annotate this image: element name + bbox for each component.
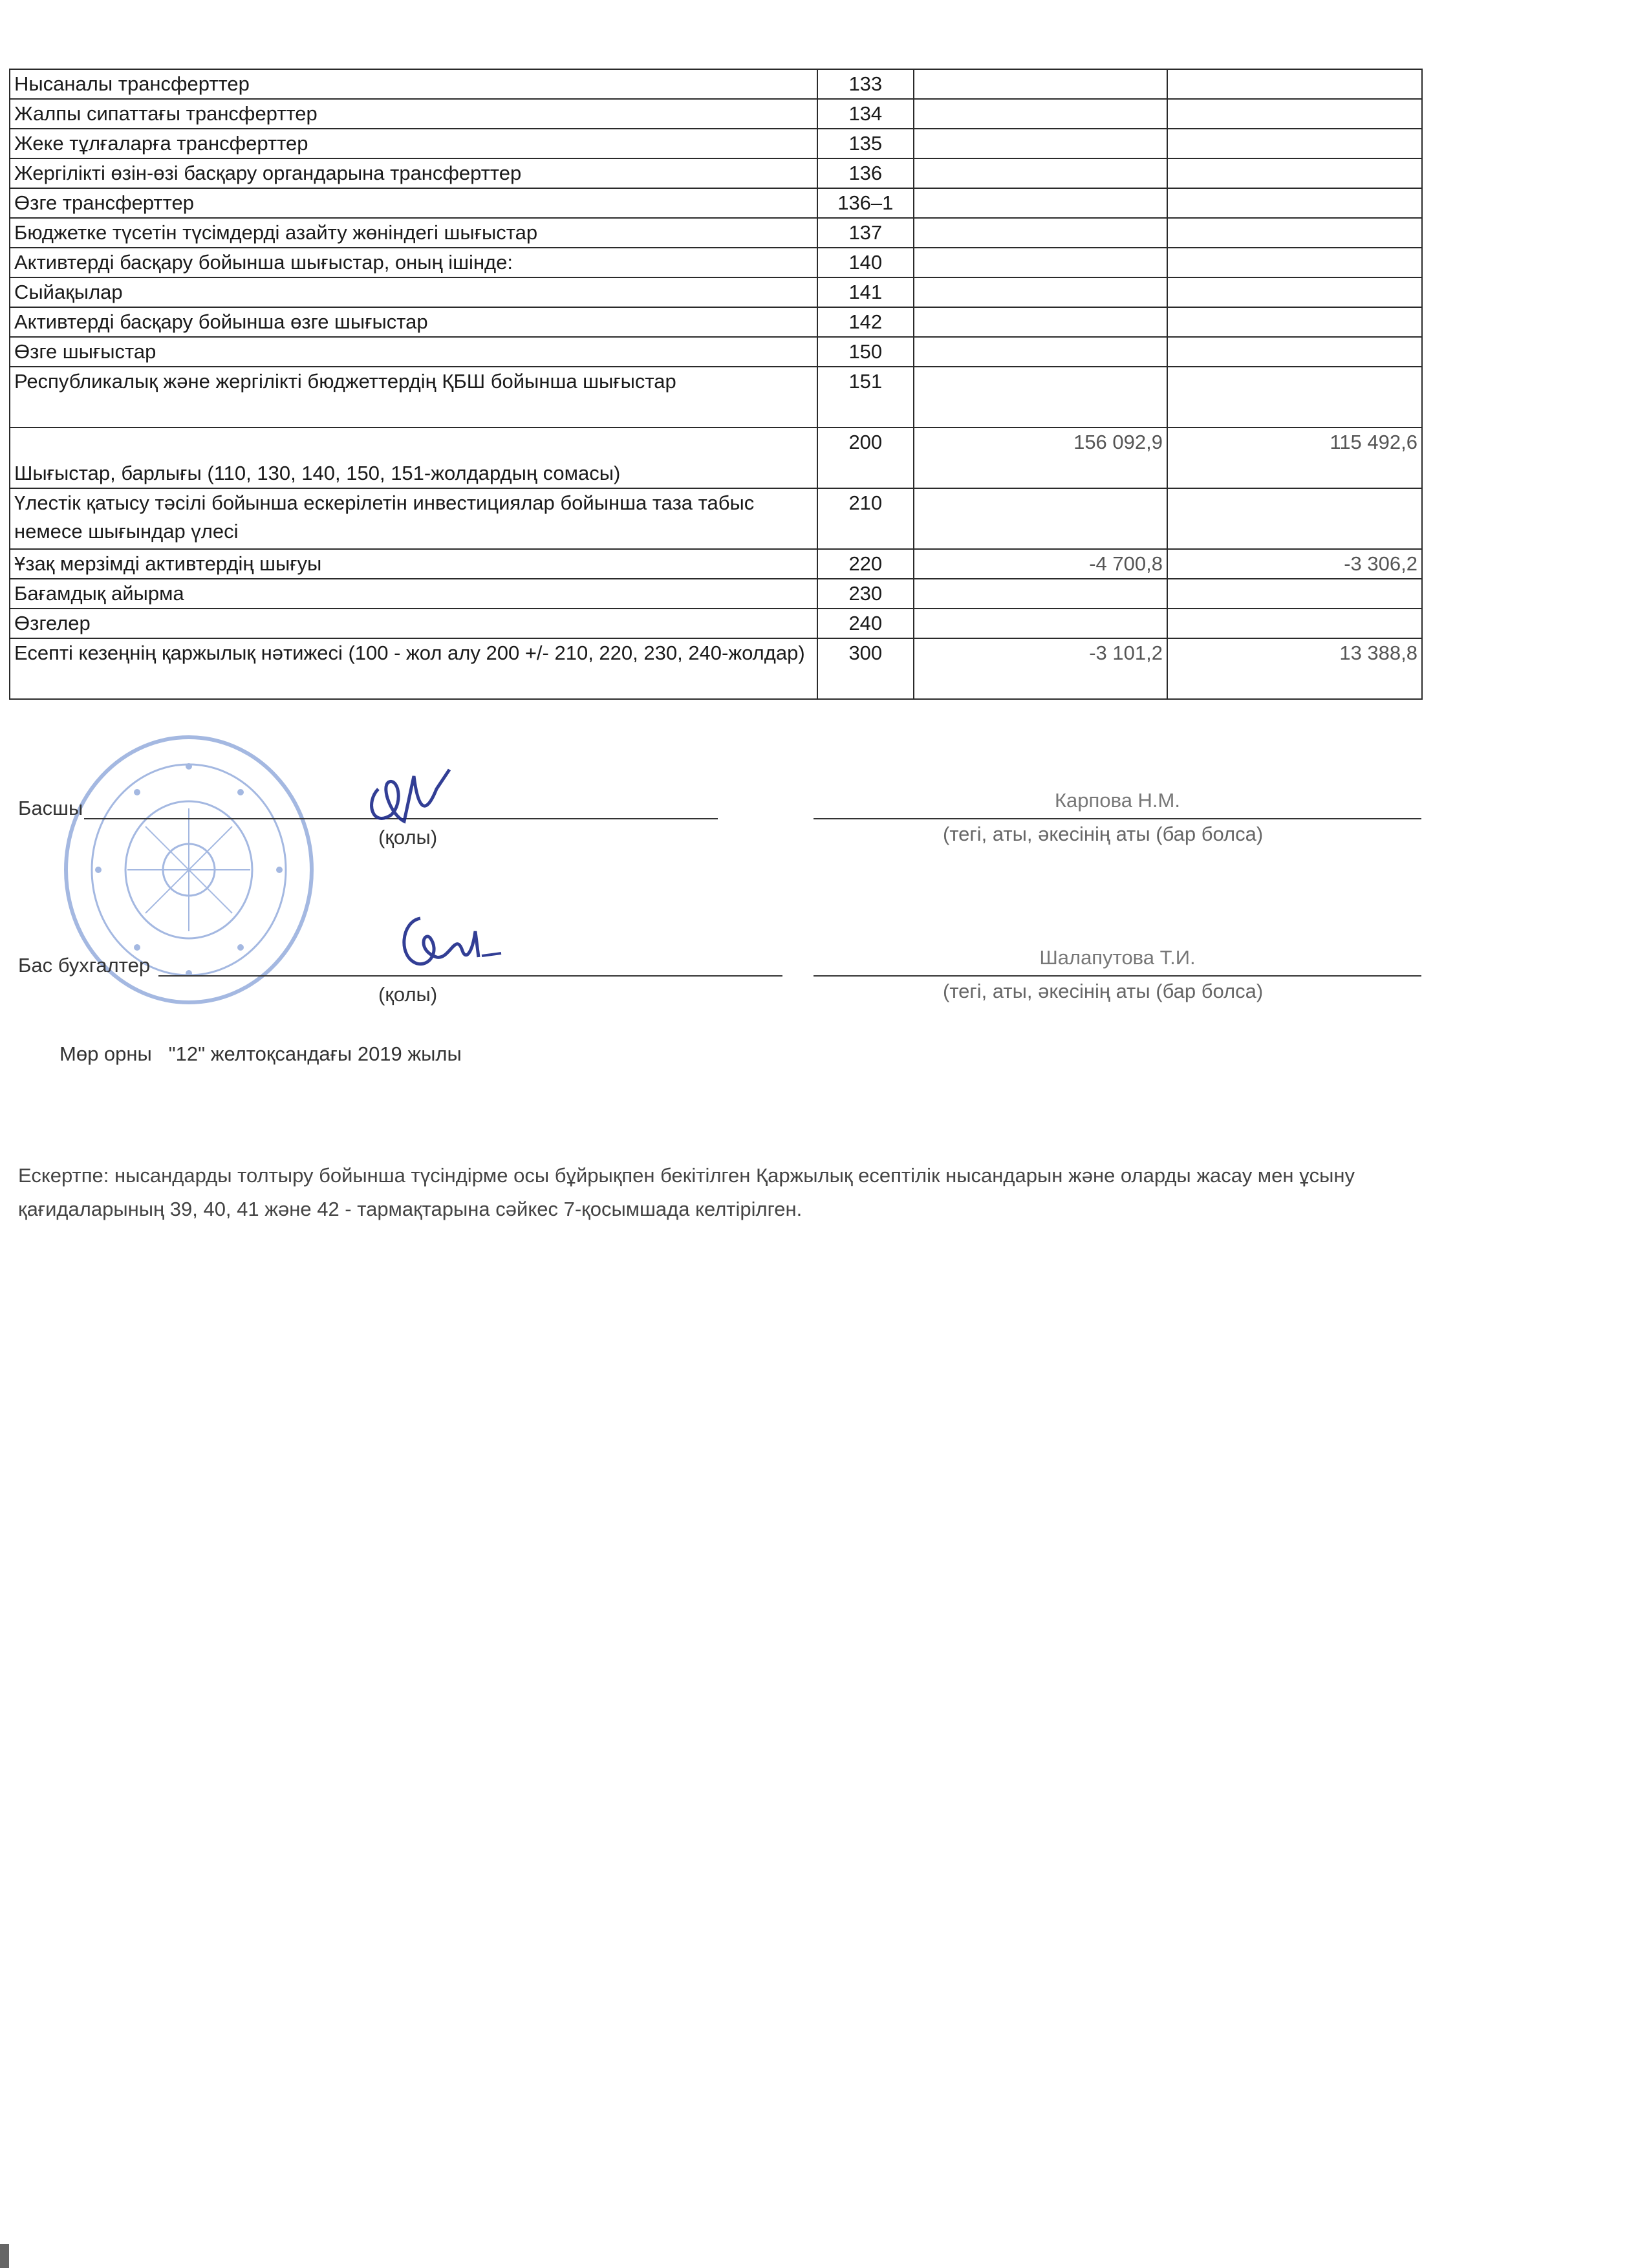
row-name: Бағамдық айырма xyxy=(10,579,817,609)
row-name: Жеке тұлғаларға трансферттер xyxy=(10,129,817,158)
row-code: 220 xyxy=(817,549,914,579)
row-previous-value xyxy=(1167,158,1422,188)
row-current-value xyxy=(914,69,1167,99)
table-row xyxy=(10,367,1422,427)
table-row xyxy=(10,188,1422,218)
row-name: Республикалық және жергілікті бюджеттердің ҚБШ бойынша шығыстар xyxy=(10,367,817,427)
row-name: Ұзақ мерзімді активтердің шығуы xyxy=(10,549,817,579)
stamp-place-date: Мөр орны "12" желтоқсандағы 2019 жылы xyxy=(59,1042,462,1065)
table-row xyxy=(10,277,1422,307)
row-previous-value: 13 388,8 xyxy=(1167,638,1422,699)
row-previous-value: -3 306,2 xyxy=(1167,549,1422,579)
row-code: 210 xyxy=(817,488,914,549)
table-row xyxy=(10,129,1422,158)
row-current-value xyxy=(914,129,1167,158)
row-code: 133 xyxy=(817,69,914,99)
row-name: Нысаналы трансферттер xyxy=(10,69,817,99)
row-code: 300 xyxy=(817,638,914,699)
row-current-value xyxy=(914,579,1167,609)
row-previous-value xyxy=(1167,277,1422,307)
row-name: Жалпы сипаттағы трансферттер xyxy=(10,99,817,129)
row-previous-value xyxy=(1167,129,1422,158)
row-code: 240 xyxy=(817,609,914,638)
head-name-caption: (тегі, аты, әкесінің аты (бар болса) xyxy=(943,823,1264,845)
row-current-value xyxy=(914,248,1167,277)
row-current-value xyxy=(914,188,1167,218)
row-name: Бюджетке түсетін түсімдерді азайту жөніндегі шығыстар xyxy=(10,218,817,248)
accountant-signature-caption: (қолы) xyxy=(378,983,438,1006)
row-current-value xyxy=(914,337,1167,367)
table-row xyxy=(10,488,1422,549)
row-current-value: 156 092,9 xyxy=(914,427,1167,488)
row-code: 151 xyxy=(817,367,914,427)
table-row xyxy=(10,427,1422,488)
row-previous-value xyxy=(1167,188,1422,218)
table-row xyxy=(10,609,1422,638)
head-name-line xyxy=(814,818,1421,819)
head-signature-caption: (қолы) xyxy=(378,826,438,848)
row-previous-value xyxy=(1167,248,1422,277)
row-previous-value: 115 492,6 xyxy=(1167,427,1422,488)
table-row xyxy=(10,549,1422,579)
table-row xyxy=(10,69,1422,99)
financial-results-table xyxy=(9,69,1423,700)
row-code: 135 xyxy=(817,129,914,158)
row-previous-value xyxy=(1167,488,1422,549)
row-previous-value xyxy=(1167,367,1422,427)
scan-edge-mark xyxy=(0,2244,9,2268)
row-previous-value xyxy=(1167,337,1422,367)
accountant-label: Бас бухгалтер xyxy=(18,954,151,977)
row-code: 137 xyxy=(817,218,914,248)
row-current-value xyxy=(914,158,1167,188)
row-name: Өзгелер xyxy=(10,609,817,638)
row-current-value xyxy=(914,367,1167,427)
row-previous-value xyxy=(1167,579,1422,609)
row-name: Жергілікті өзін-өзі басқару органдарына трансферттер xyxy=(10,158,817,188)
table-row xyxy=(10,248,1422,277)
row-code: 142 xyxy=(817,307,914,337)
row-name: Шығыстар, барлығы (110, 130, 140, 150, 151-жолдардың сомасы) xyxy=(10,427,817,488)
row-current-value: -3 101,2 xyxy=(914,638,1167,699)
table-body xyxy=(10,69,1422,699)
row-name: Сыйақылар xyxy=(10,277,817,307)
accountant-name-line xyxy=(814,975,1421,977)
row-code: 200 xyxy=(817,427,914,488)
row-previous-value xyxy=(1167,609,1422,638)
head-label: Басшы xyxy=(18,797,83,819)
row-current-value xyxy=(914,277,1167,307)
table-row xyxy=(10,218,1422,248)
row-name: Есепті кезеңнің қаржылық нәтижесі (100 - жол алу 200 +/- 210, 220, 230, 240-жолдар) xyxy=(10,638,817,699)
table-row xyxy=(10,638,1422,699)
head-name: Карпова Н.М. xyxy=(1055,789,1180,812)
row-code: 150 xyxy=(817,337,914,367)
row-name: Активтерді басқару бойынша өзге шығыстар xyxy=(10,307,817,337)
row-name: Үлестік қатысу тәсілі бойынша ескерілетін инвестициялар бойынша таза табыс немесе шығындар үлесі xyxy=(10,488,817,549)
row-name: Активтерді басқару бойынша шығыстар, оның ішінде: xyxy=(10,248,817,277)
row-code: 136 xyxy=(817,158,914,188)
table-row xyxy=(10,307,1422,337)
row-current-value xyxy=(914,307,1167,337)
row-code: 141 xyxy=(817,277,914,307)
row-current-value xyxy=(914,609,1167,638)
table-row xyxy=(10,337,1422,367)
row-name: Өзге трансферттер xyxy=(10,188,817,218)
row-code: 140 xyxy=(817,248,914,277)
accountant-signature-icon xyxy=(391,905,508,977)
row-previous-value xyxy=(1167,218,1422,248)
row-code: 136–1 xyxy=(817,188,914,218)
row-previous-value xyxy=(1167,69,1422,99)
row-current-value xyxy=(914,99,1167,129)
row-current-value xyxy=(914,488,1167,549)
table-row xyxy=(10,158,1422,188)
table-row xyxy=(10,579,1422,609)
row-code: 134 xyxy=(817,99,914,129)
row-current-value xyxy=(914,218,1167,248)
row-name: Өзге шығыстар xyxy=(10,337,817,367)
row-current-value: -4 700,8 xyxy=(914,549,1167,579)
row-previous-value xyxy=(1167,99,1422,129)
accountant-name-caption: (тегі, аты, әкесінің аты (бар болса) xyxy=(943,980,1264,1002)
row-previous-value xyxy=(1167,307,1422,337)
accountant-name: Шалапутова Т.И. xyxy=(1039,946,1196,969)
row-code: 230 xyxy=(817,579,914,609)
table-row xyxy=(10,99,1422,129)
footnote: Ескертпе: нысандарды толтыру бойынша түсіндірме осы бұйрықпен бекітілген Қаржылық есептілік нысандарын және оларды жасау мен ұсыну қағидаларының 39, 40, 41 және 42 - тармақтарына сәйкес 7-қосымшада келтірілген. xyxy=(18,1164,1355,1220)
